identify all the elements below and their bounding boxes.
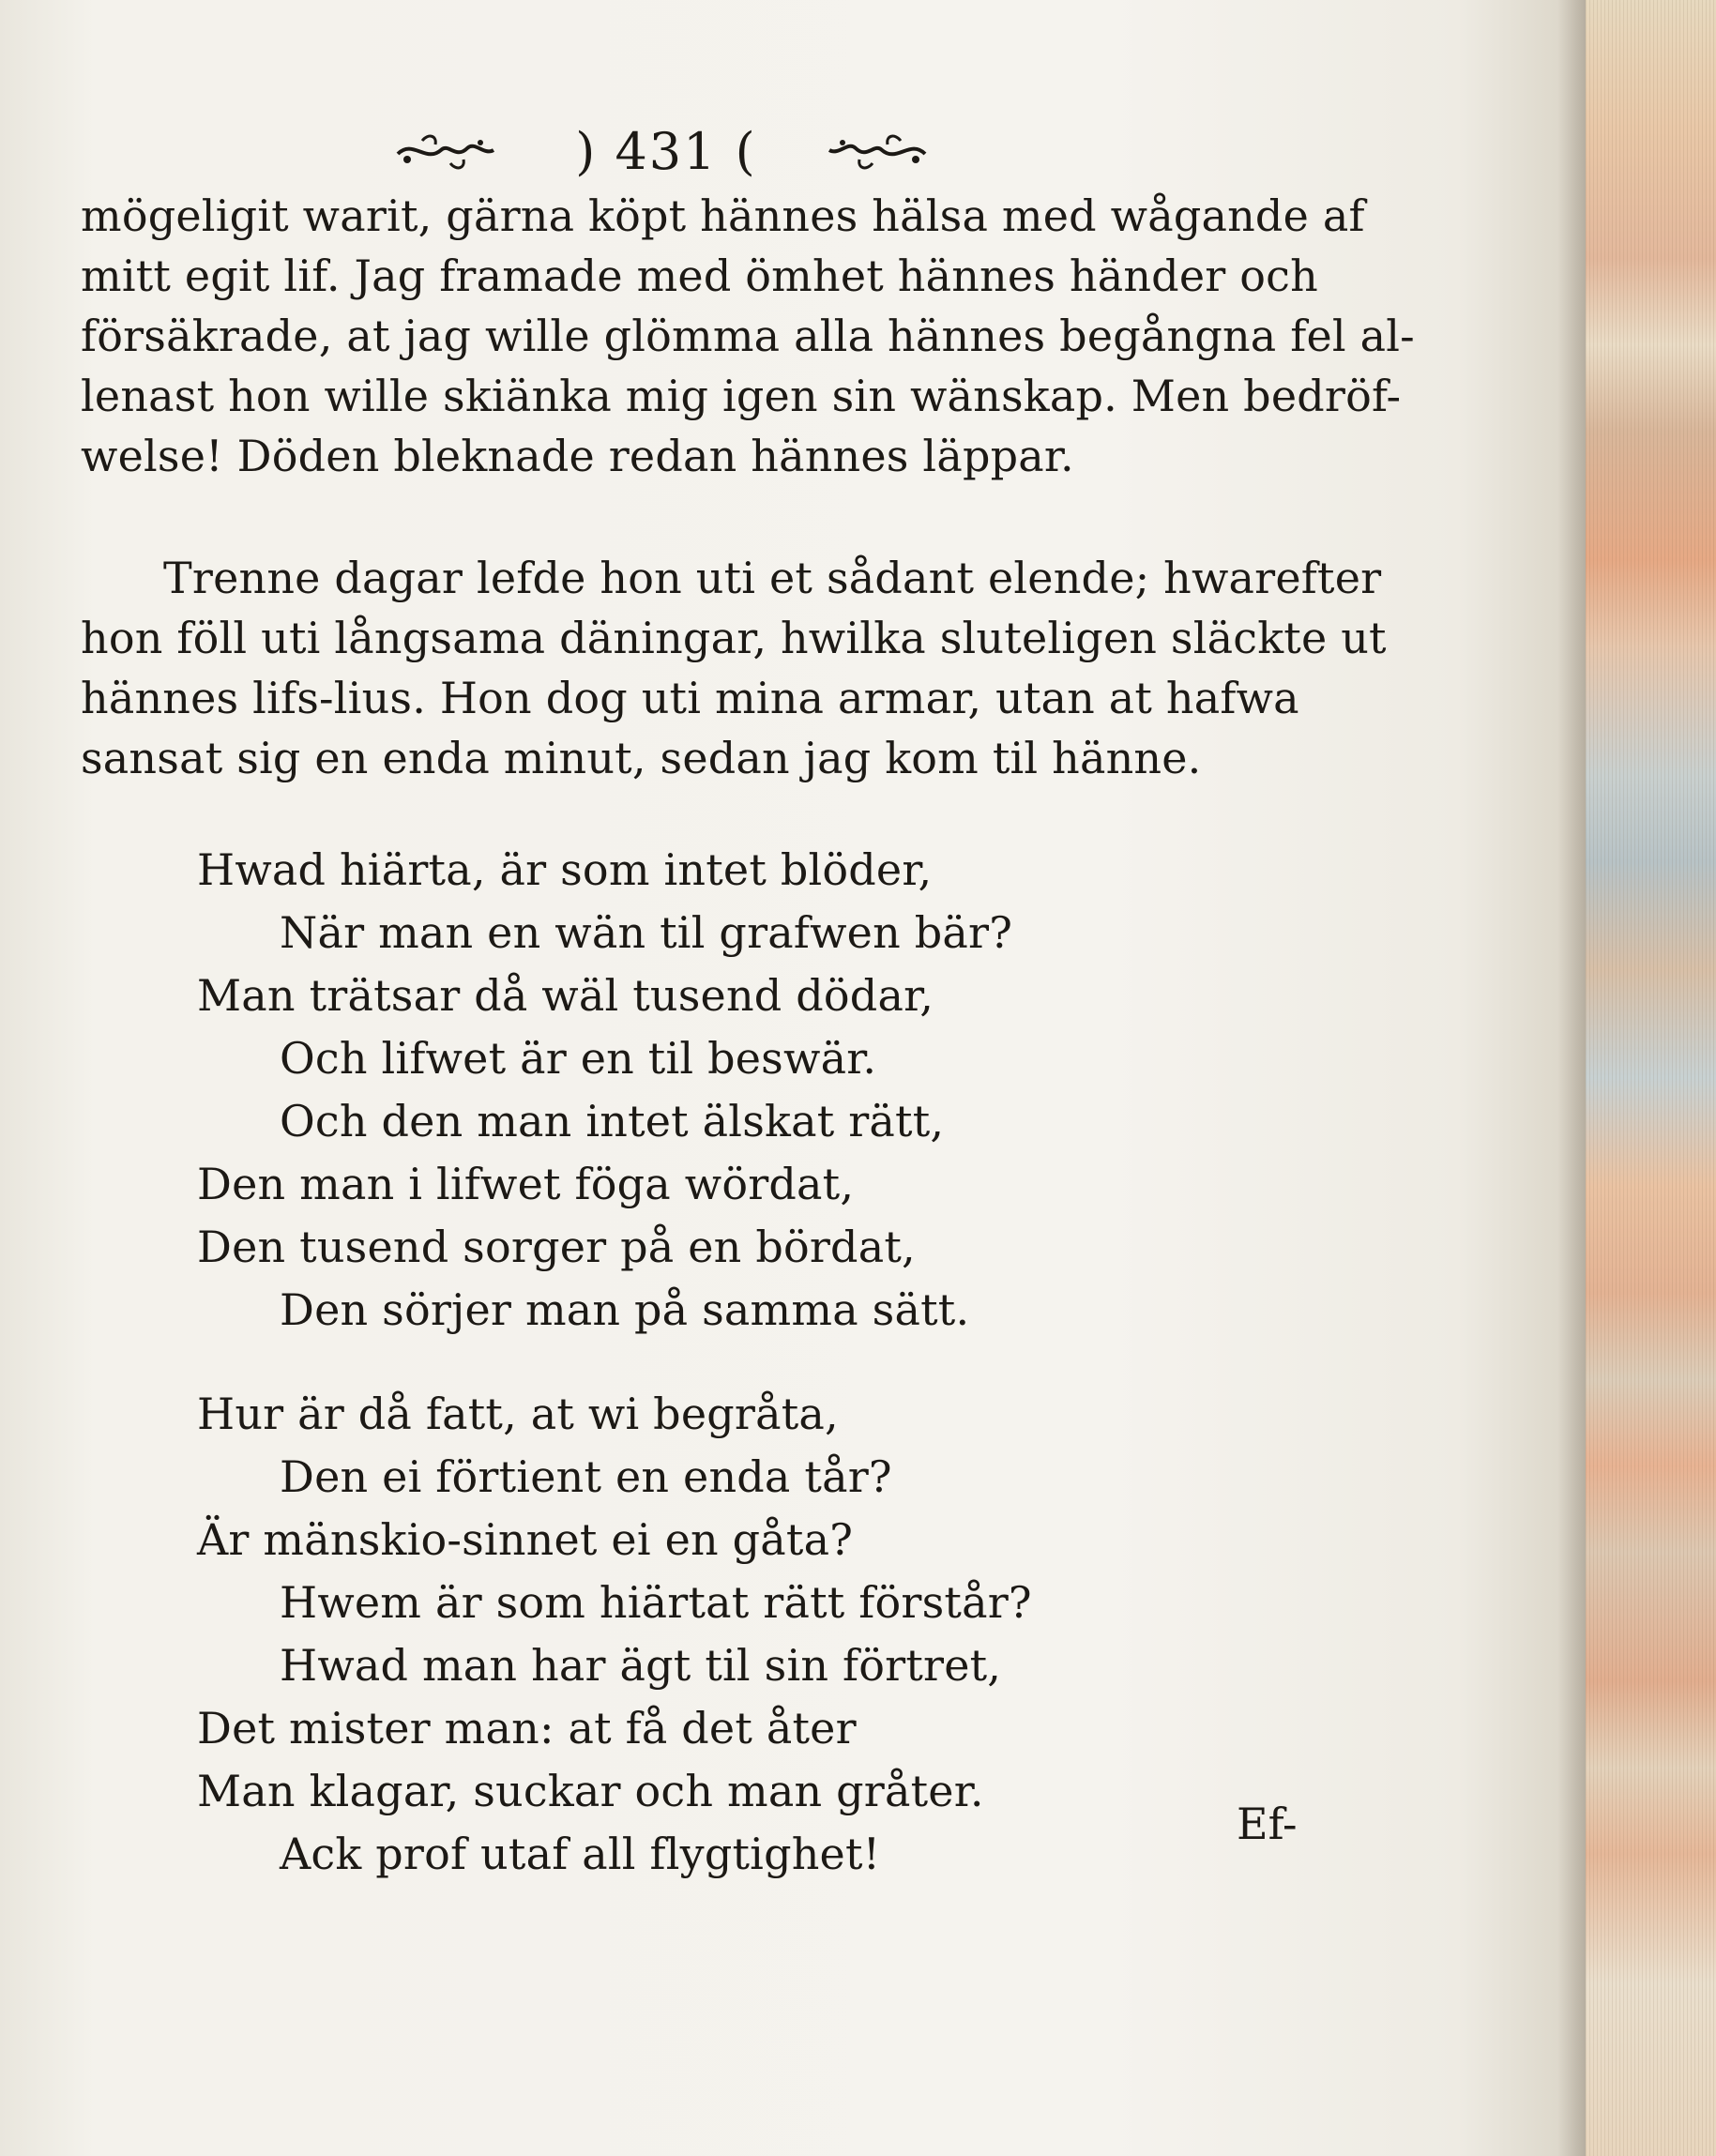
text-line: försäkrade, at jag wille glömma alla hännes begångna fel al- xyxy=(81,311,1415,361)
verse-line: Hwad man har ägt til sin förtret, xyxy=(280,1640,1002,1691)
catchword: Ef- xyxy=(1237,1799,1298,1849)
verse-line: Och den man intet älskat rätt, xyxy=(280,1096,945,1146)
verse-line: Det mister man: at få det åter xyxy=(197,1703,857,1754)
verse-line: Ack prof utaf all flygtighet! xyxy=(280,1829,881,1879)
verse-stanza-1 xyxy=(197,839,1398,1342)
text-line: mögeligit warit, gärna köpt hännes hälsa med wågande af xyxy=(81,190,1365,241)
text-line: sansat sig en enda minut, sedan jag kom til hänne. xyxy=(81,733,1202,783)
verse-line: Den ei förtient en enda tår? xyxy=(280,1451,892,1502)
paragraph-2 xyxy=(81,548,1387,788)
page-gutter-shadow xyxy=(1557,0,1589,2156)
right-ornament-icon xyxy=(826,131,929,173)
text-line: Trenne dagar lefde hon uti et sådant elende; hwarefter xyxy=(163,553,1382,603)
verse-line: Man klagar, suckar och man gråter. xyxy=(197,1766,984,1816)
paragraph-1 xyxy=(81,186,1415,486)
left-ornament-icon xyxy=(394,131,497,173)
page-number: ) 431 ( xyxy=(575,122,757,181)
text-line: lenast hon wille skiänka mig igen sin wänskap. Men bedröf- xyxy=(81,371,1402,421)
text-line: mitt egit lif. Jag framade med ömhet hännes händer och xyxy=(81,251,1318,301)
running-header xyxy=(394,114,938,190)
text-line: hännes lifs-lius. Hon dog uti mina armar, utan at hafwa xyxy=(81,673,1299,723)
verse-line: När man en wän til grafwen bär? xyxy=(280,907,1013,958)
text-line: hon föll uti långsama däningar, hwilka sluteligen släckte ut xyxy=(81,613,1387,663)
verse-line: Hwad hiärta, är som intet blöder, xyxy=(197,844,933,895)
verse-line: Är mänskio-sinnet ei en gåta? xyxy=(197,1514,854,1565)
verse-line: Den sörjer man på samma sätt. xyxy=(280,1284,970,1335)
book-page-edges xyxy=(1586,0,1716,2156)
verse-line: Och lifwet är en til beswär. xyxy=(280,1033,877,1084)
text-line: welse! Döden bleknade redan hännes läppar. xyxy=(81,431,1074,481)
verse-line: Hwem är som hiärtat rätt förstår? xyxy=(280,1577,1032,1628)
verse-line: Hur är då fatt, at wi begråta, xyxy=(197,1389,839,1439)
verse-line: Man trätsar då wäl tusend dödar, xyxy=(197,970,934,1021)
verse-line: Den man i lifwet föga wördat, xyxy=(197,1159,855,1209)
verse-line: Den tusend sorger på en bördat, xyxy=(197,1222,916,1272)
verse-stanza-2 xyxy=(197,1383,1398,1886)
